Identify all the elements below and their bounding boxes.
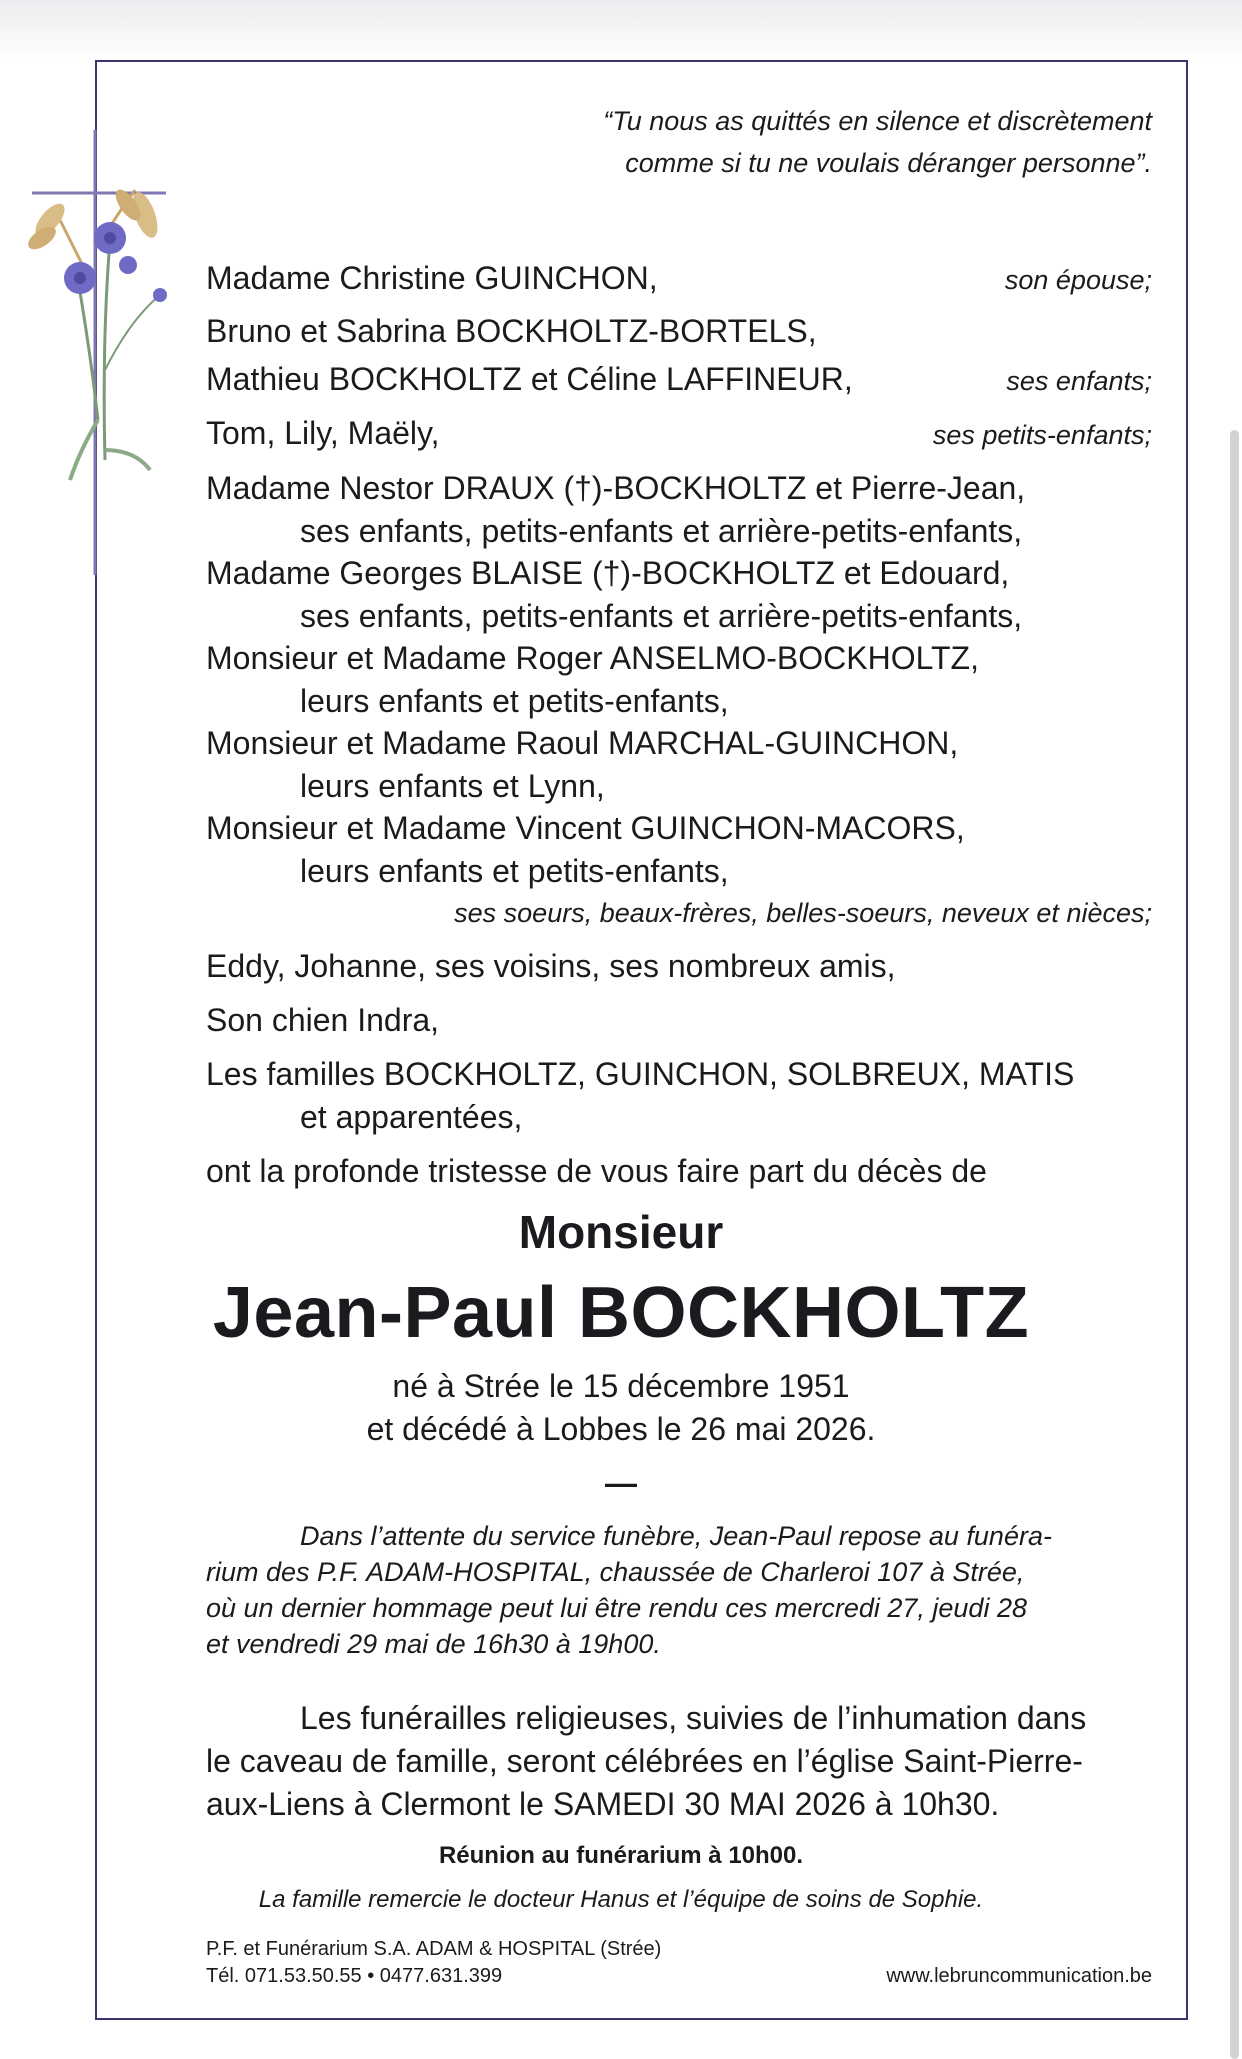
funeral-line-3: aux-Liens à Clermont le SAMEDI 30 MAI 2026 à 10h30. <box>206 1786 1000 1822</box>
children-role: ses enfants; <box>1006 366 1152 396</box>
sibling-1: Madame Nestor DRAUX (†)-BOCKHOLTZ et Pierre-Jean, <box>206 470 1026 506</box>
footer-company: P.F. et Funérarium S.A. ADAM & HOSPITAL (Strée) <box>206 1938 662 1960</box>
sibling-2-sub: ses enfants, petits-enfants et arrière-petits-enfants, <box>300 598 1023 634</box>
sibling-2: Madame Georges BLAISE (†)-BOCKHOLTZ et Edouard, <box>206 555 1010 591</box>
birth-info: né à Strée le 15 décembre 1951 <box>392 1368 850 1404</box>
deceased-name: Jean-Paul BOCKHOLTZ <box>212 1273 1030 1353</box>
footer-phone: Tél. 071.53.50.55 • 0477.631.399 <box>206 1965 503 1987</box>
grandchildren: Tom, Lily, Maëly, <box>206 415 440 451</box>
sibling-3-sub: leurs enfants et petits-enfants, <box>300 683 729 719</box>
death-info: et décédé à Lobbes le 26 mai 2026. <box>366 1411 876 1447</box>
visitation-line-1: Dans l’attente du service funèbre, Jean-Paul repose au funéra- <box>300 1521 1052 1551</box>
families-sub: et apparentées, <box>300 1099 523 1135</box>
sibling-3: Monsieur et Madame Roger ANSELMO-BOCKHOLTZ, <box>206 640 979 676</box>
thanks: La famille remercie le docteur Hanus et l’équipe de soins de Sophie. <box>258 1886 984 1913</box>
child-2: Mathieu BOCKHOLTZ et Céline LAFFINEUR, <box>206 361 853 397</box>
siblings-role: ses soeurs, beaux-frères, belles-soeurs, neveux et nièces; <box>454 898 1152 928</box>
quote <box>603 100 1152 184</box>
announcement: ont la profonde tristesse de vous faire part du décès de <box>206 1153 987 1189</box>
sibling-5-sub: leurs enfants et petits-enfants, <box>300 853 729 889</box>
sibling-1-sub: ses enfants, petits-enfants et arrière-petits-enfants, <box>300 513 1023 549</box>
deceased-title: Monsieur <box>518 1206 724 1258</box>
dog: Son chien Indra, <box>206 1002 440 1038</box>
meeting-info: Réunion au funérarium à 10h00. <box>438 1842 804 1869</box>
spouse-role: son épouse; <box>1004 265 1152 295</box>
top-shadow <box>0 0 1242 60</box>
families: Les familles BOCKHOLTZ, GUINCHON, SOLBREUX, MATIS <box>206 1056 1075 1092</box>
sibling-4: Monsieur et Madame Raoul MARCHAL-GUINCHON, <box>206 725 959 761</box>
quote-line-2: comme si tu ne voulais déranger personne”. <box>625 148 1152 178</box>
sibling-5: Monsieur et Madame Vincent GUINCHON-MACORS, <box>206 810 965 846</box>
child-1: Bruno et Sabrina BOCKHOLTZ-BORTELS, <box>206 313 817 349</box>
separator: — <box>605 1465 637 1501</box>
friends: Eddy, Johanne, ses voisins, ses nombreux amis, <box>206 948 896 984</box>
footer-website[interactable]: www.lebruncommunication.be <box>886 1965 1152 1987</box>
visitation-line-4: et vendredi 29 mai de 16h30 à 19h00. <box>206 1629 661 1659</box>
spouse-name: Madame Christine GUINCHON, <box>206 260 658 296</box>
visitation-line-3: où un dernier hommage peut lui être rendu ces mercredi 27, jeudi 28 <box>206 1593 1027 1623</box>
grandchildren-role: ses petits-enfants; <box>932 420 1152 450</box>
visitation-line-2: rium des P.F. ADAM-HOSPITAL, chaussée de Charleroi 107 à Strée, <box>206 1557 1025 1587</box>
quote-line-1: “Tu nous as quittés en silence et discrètement <box>603 106 1152 136</box>
sibling-4-sub: leurs enfants et Lynn, <box>300 768 605 804</box>
cross-flowers-icon <box>10 120 180 580</box>
funeral-line-1: Les funérailles religieuses, suivies de l’inhumation dans <box>300 1700 1087 1736</box>
funeral-line-2: le caveau de famille, seront célébrées en l’église Saint-Pierre- <box>206 1743 1083 1779</box>
